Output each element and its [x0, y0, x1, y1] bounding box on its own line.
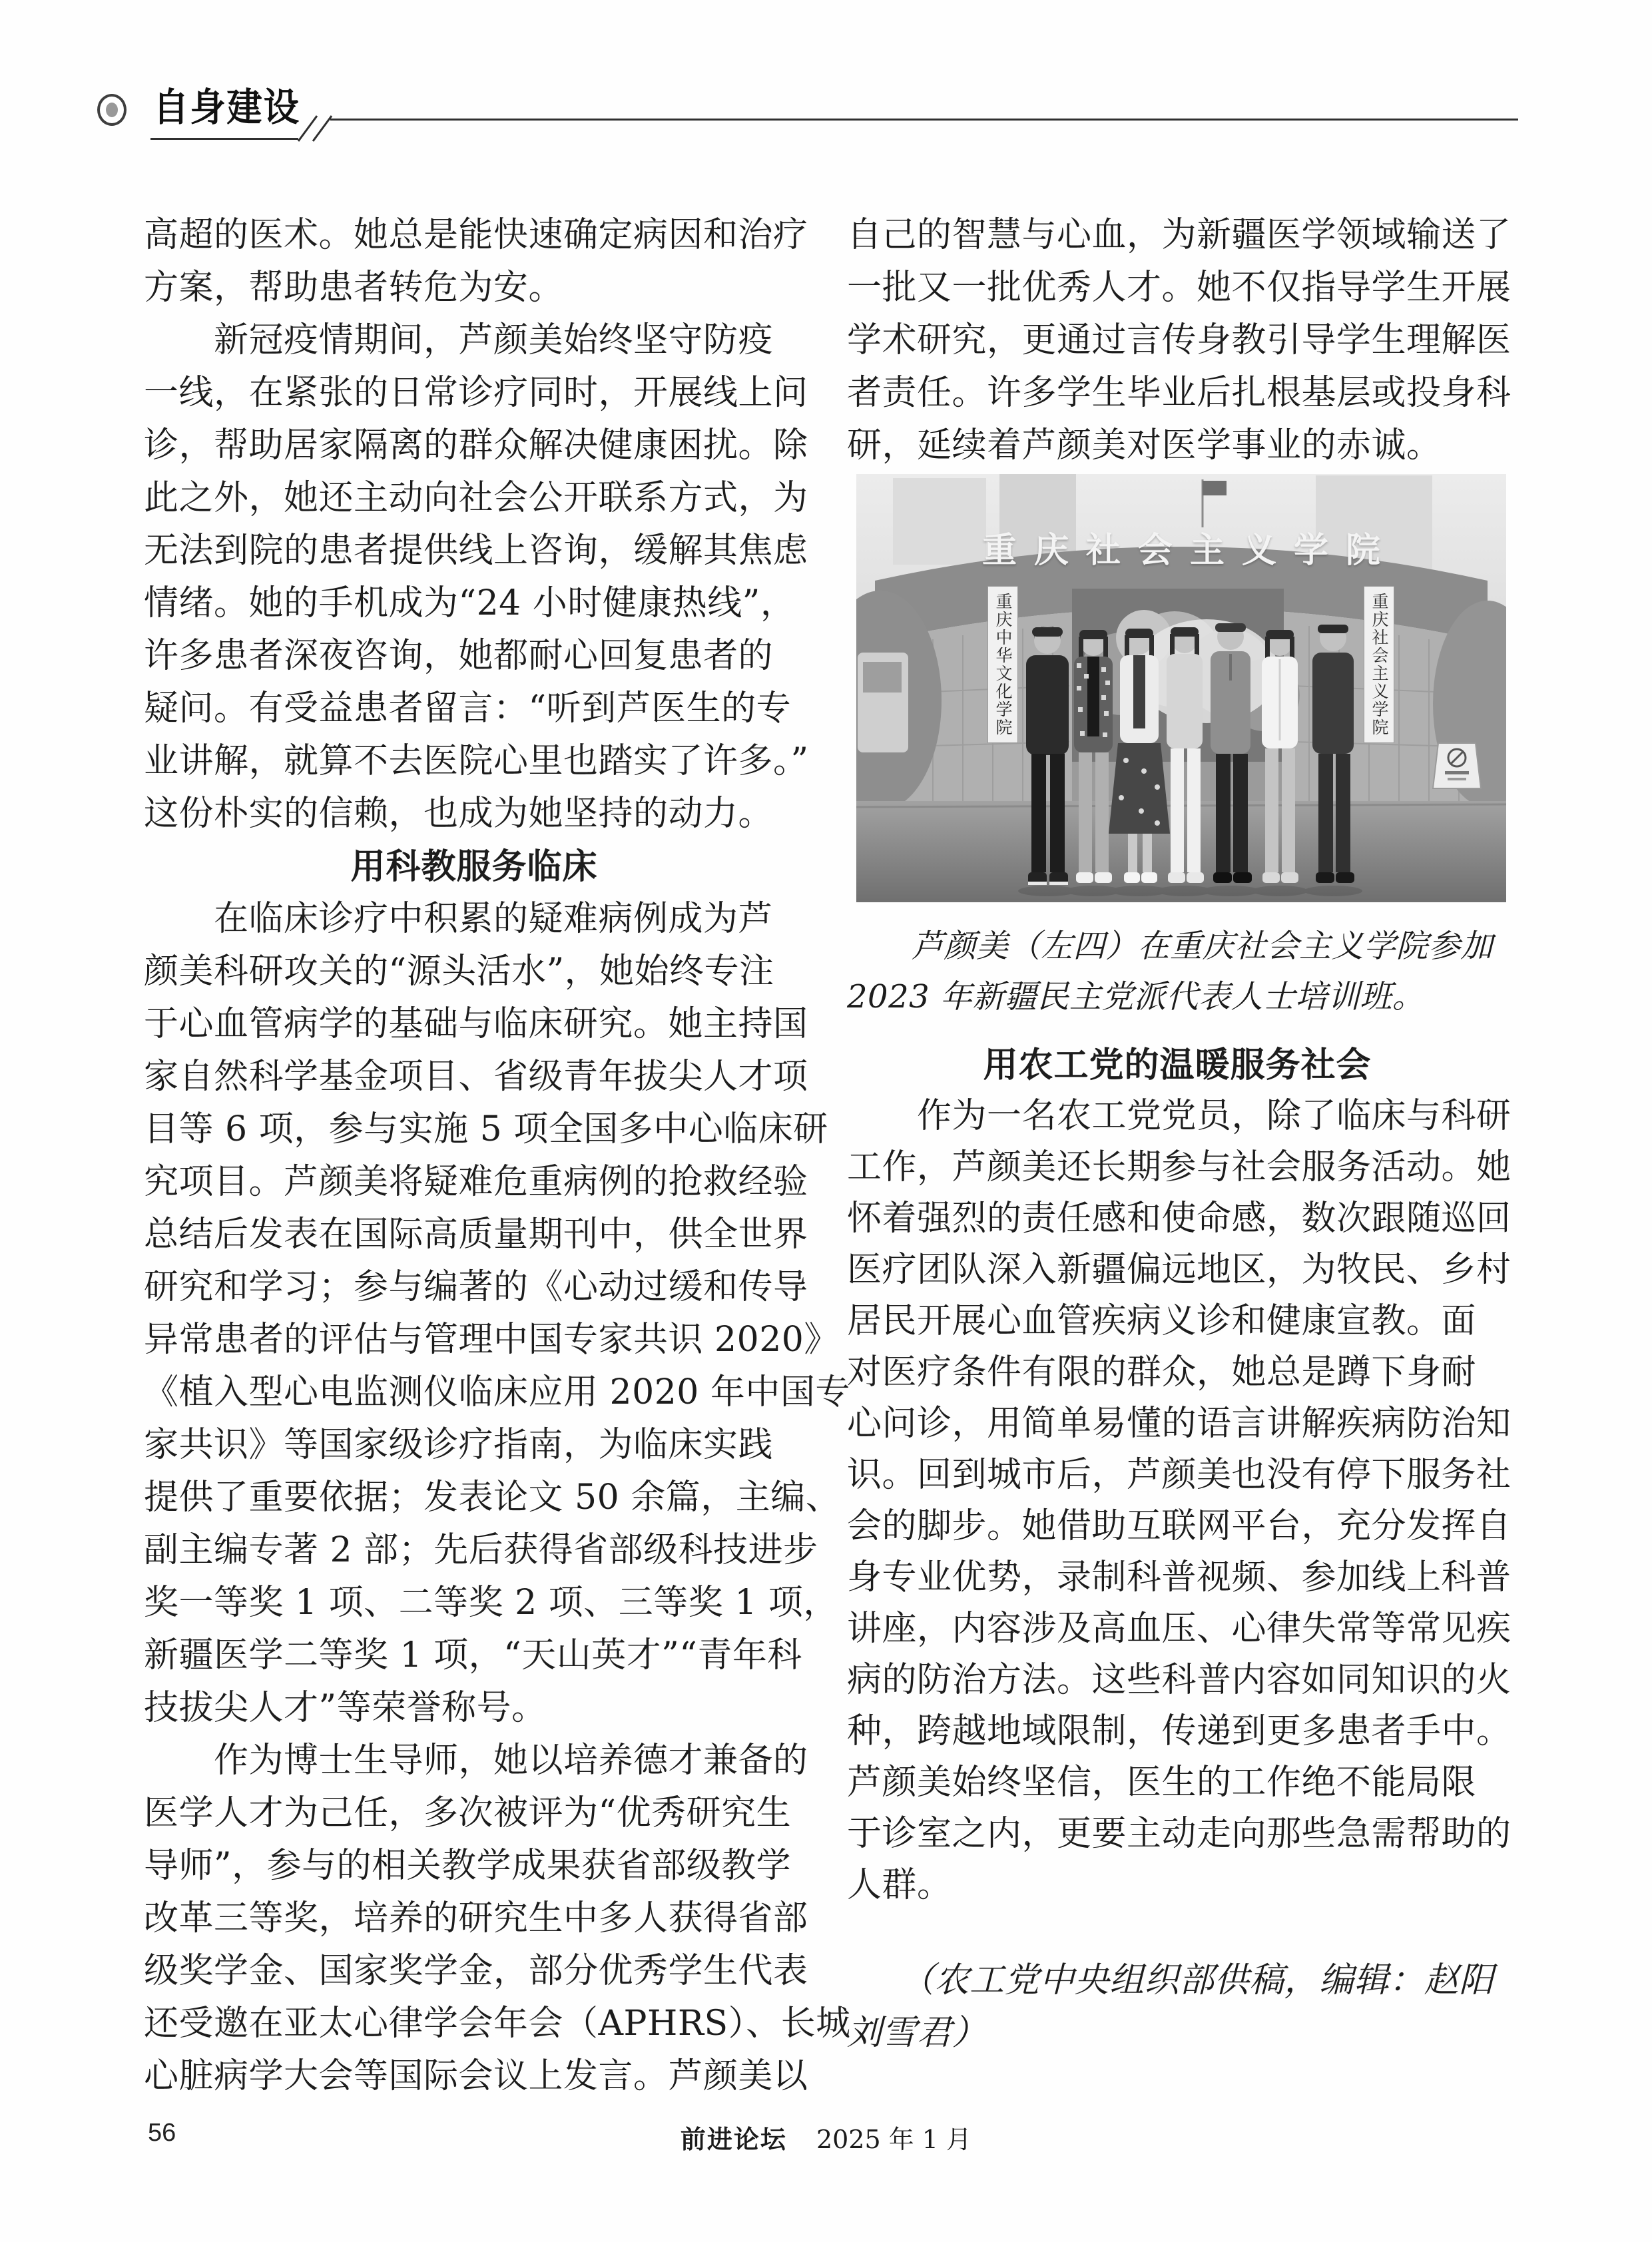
text-line: 技拔尖人才”等荣誉称号。 [144, 1688, 547, 1728]
issue-date: 2025 年 1 月 [816, 2125, 972, 2154]
section-title: 自身建设 [153, 86, 300, 129]
text-line: 刘雪君） [847, 2013, 987, 2053]
text-line: 芦颜美（左四）在重庆社会主义学院参加 [847, 928, 1494, 965]
text-line: 人群。 [847, 1865, 952, 1905]
text-line: 者责任。许多学生毕业后扎根基层或投身科 [847, 373, 1512, 413]
text-line: 改革三等奖，培养的研究生中多人获得省部 [144, 1898, 808, 1938]
credit-line [847, 1954, 1508, 2060]
paragraph [144, 1735, 851, 2103]
text-line: 学术研究，更通过言传身教引导学生理解医 [847, 320, 1512, 360]
text-line: 一批又一批优秀人才。她不仅指导学生开展 [847, 268, 1512, 308]
text-line: 家自然科学基金项目、省级青年拔尖人才项 [144, 1057, 808, 1097]
text-line: 工作，芦颜美还长期参与社会服务活动。她 [847, 1147, 1512, 1187]
text-line: 在临床诊疗中积累的疑难病例成为芦 [144, 899, 774, 939]
text-line: 无法到院的患者提供线上咨询，缓解其焦虑 [144, 531, 808, 571]
text-line: 讲座，内容涉及高血压、心律失常等常见疾 [847, 1609, 1512, 1649]
footer-journal-line [0, 2119, 1652, 2155]
text-line: 于诊室之内，更要主动走向那些急需帮助的 [847, 1814, 1512, 1854]
header-rule-short [150, 138, 298, 140]
journal-title: 前进论坛 [680, 2126, 787, 2154]
text-line: 总结后发表在国际高质量期刊中，供全世界 [144, 1215, 808, 1255]
text-line: 导师”，参与的相关教学成果获省部级教学 [144, 1846, 792, 1886]
text-line: 奖一等奖 1 项、二等奖 2 项、三等奖 1 项， [144, 1583, 838, 1623]
text-line: 此之外，她还主动向社会公开联系方式，为 [144, 478, 808, 518]
text-line: 研，延续着芦颜美对医学事业的赤诚。 [847, 425, 1442, 465]
text-line: 情绪。她的手机成为“24 小时健康热线”， [144, 583, 796, 623]
paragraph [847, 1091, 1512, 1911]
right-column [847, 209, 1512, 2060]
text-line: 怀着强烈的责任感和使命感，数次跟随巡回 [847, 1199, 1512, 1239]
text-line: 于心血管病学的基础与临床研究。她主持国 [144, 1004, 808, 1044]
photo-caption [847, 921, 1508, 1022]
header-slash-icon [292, 112, 342, 144]
text-line: 颜美科研攻关的“源头活水”，她始终专注 [144, 952, 774, 991]
text-line: 作为一名农工党党员，除了临床与科研 [847, 1096, 1512, 1136]
text-line: 究项目。芦颜美将疑难危重病例的抢救经验 [144, 1162, 808, 1202]
gate-banner-text: 重庆社会主义学院 [981, 530, 1398, 571]
text-line: 研究和学习；参与编著的《心动过缓和传导 [144, 1267, 808, 1307]
text-line: 高超的医术。她总是能快速确定病因和治疗 [144, 215, 808, 255]
text-line: 自己的智慧与心血，为新疆医学领域输送了 [847, 215, 1512, 255]
text-line: 这份朴实的信赖，也成为她坚持的动力。 [144, 794, 774, 834]
header-rule-long [330, 119, 1518, 121]
text-line: 家共识》等国家级诊疗指南，为临床实践 [144, 1425, 774, 1465]
section-heading-science: 用科教服务临床 [350, 846, 598, 887]
text-line: 提供了重要依据；发表论文 50 余篇，主编、 [144, 1478, 841, 1518]
left-column [144, 209, 851, 2103]
page-number: 56 [148, 2119, 176, 2147]
text-line: 一线，在紧张的日常诊疗同时，开展线上问 [144, 373, 808, 413]
text-line: 级奖学金、国家奖学金，部分优秀学生代表 [144, 1951, 808, 1991]
text-line: 心问诊，用简单易懂的语言讲解疾病防治知 [847, 1404, 1512, 1444]
paragraph [144, 314, 809, 840]
text-line: 方案，帮助患者转危为安。 [144, 268, 564, 308]
text-line: 病的防治方法。这些科普内容如同知识的火 [847, 1660, 1512, 1700]
text-line: 2023 年新疆民主党派代表人士培训班。 [847, 978, 1425, 1015]
text-line: 还受邀在亚太心律学会年会（APHRS）、长城 [144, 2004, 851, 2044]
text-line: 目等 6 项，参与实施 5 项全国多中心临床研 [144, 1109, 828, 1149]
text-line: 业讲解，就算不去医院心里也踏实了许多。” [144, 741, 809, 781]
text-line: 副主编专著 2 部；先后获得省部级科技进步 [144, 1530, 818, 1570]
text-line: 《植入型心电监测仪临床应用 2020 年中国专 [144, 1372, 850, 1412]
text-line: 会的脚步。她借助互联网平台，充分发挥自 [847, 1506, 1512, 1546]
text-line: 身专业优势，录制科普视频、参加线上科普 [847, 1557, 1512, 1597]
text-line: 疑问。有受益患者留言：“听到芦医生的专 [144, 689, 792, 728]
text-line: 异常患者的评估与管理中国专家共识 2020》 [144, 1320, 839, 1360]
text-line: 许多患者深夜咨询，她都耐心回复患者的 [144, 636, 774, 676]
text-line: 对医疗条件有限的群众，她总是蹲下身耐 [847, 1352, 1477, 1392]
gate-plaque-right: 重庆社会主义学院 [1364, 586, 1394, 743]
text-line: 识。回到城市后，芦颜美也没有停下服务社 [847, 1455, 1512, 1495]
text-line: 种，跨越地域限制，传递到更多患者手中。 [847, 1711, 1512, 1751]
text-line: 居民开展心血管疾病义诊和健康宣教。面 [847, 1301, 1477, 1341]
text-line: 新冠疫情期间，芦颜美始终坚守防疫 [144, 320, 774, 360]
paragraph [144, 893, 850, 1735]
text-line: 心脏病学大会等国际会议上发言。芦颜美以 [144, 2056, 808, 2096]
paragraph [847, 209, 1512, 472]
gate-plaque-left: 重庆中华文化学院 [987, 586, 1018, 743]
text-line: 作为博士生导师，她以培养德才兼备的 [144, 1741, 808, 1781]
section-bullet-core [106, 103, 118, 117]
text-line: 新疆医学二等奖 1 项，“天山英才”“青年科 [144, 1635, 802, 1675]
text-line: （农工党中央组织部供稿，编辑：赵阳 [847, 1960, 1494, 2000]
text-line: 医疗团队深入新疆偏远地区，为牧民、乡村 [847, 1250, 1512, 1290]
text-line: 医学人才为己任，多次被评为“优秀研究生 [144, 1793, 792, 1833]
paragraph [144, 209, 808, 314]
section-heading-service: 用农工党的温暖服务社会 [983, 1045, 1372, 1085]
section-bullet-icon [97, 94, 127, 126]
text-line: 芦颜美始终坚信，医生的工作绝不能局限 [847, 1763, 1477, 1803]
text-line: 诊，帮助居家隔离的群众解决健康困扰。除 [144, 425, 808, 465]
group-photo [856, 474, 1506, 902]
